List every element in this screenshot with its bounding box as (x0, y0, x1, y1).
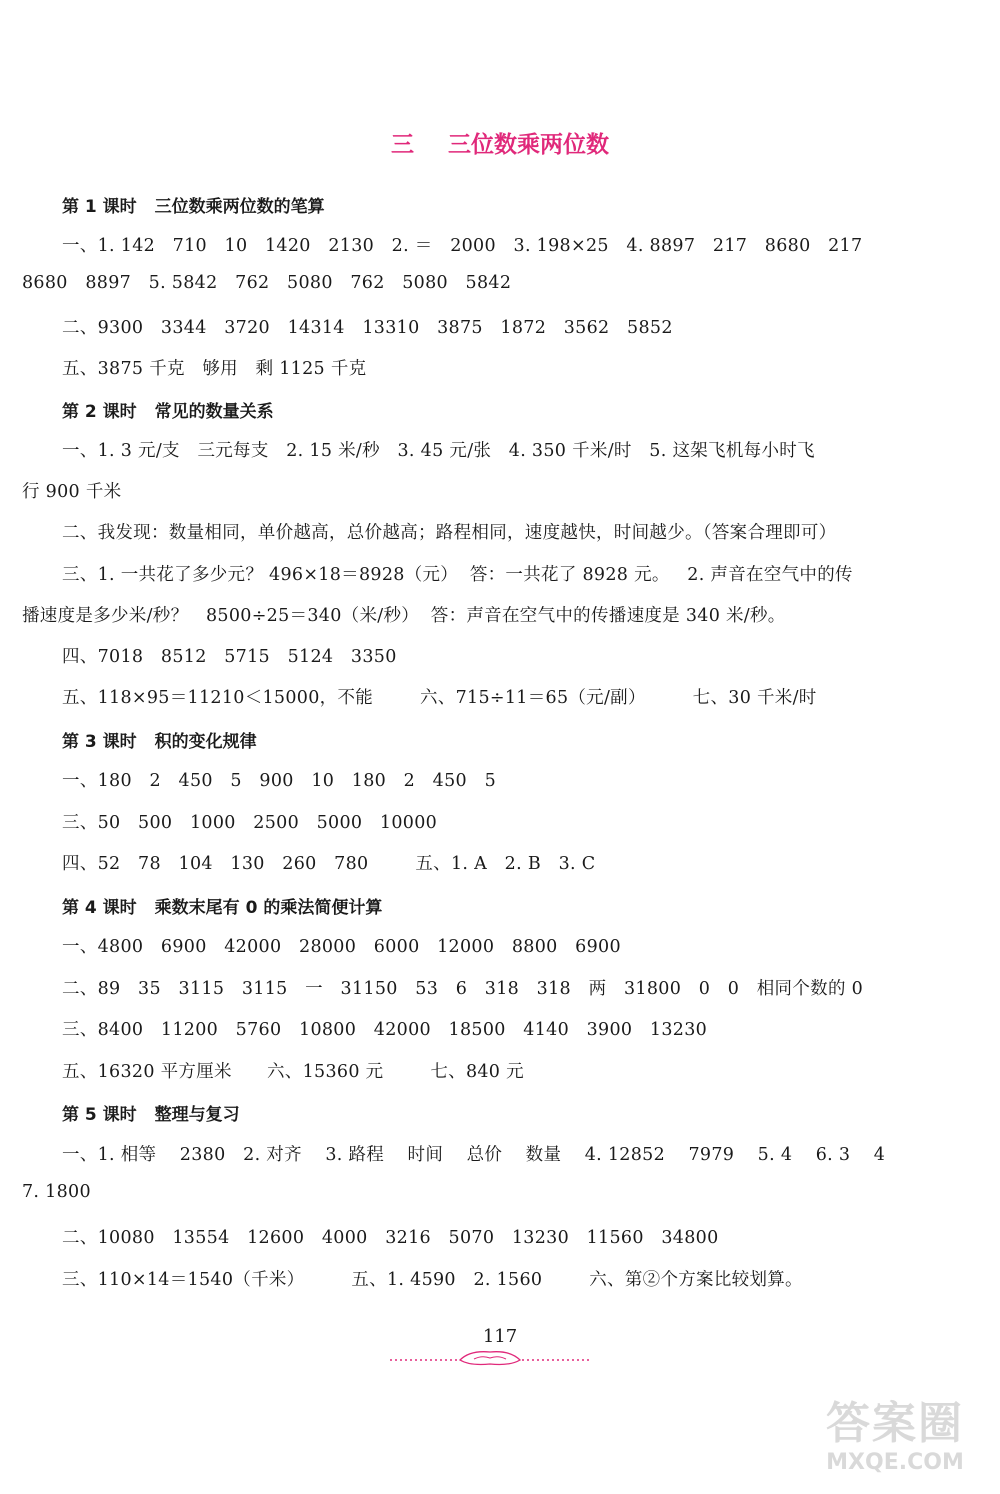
answer-line: 播速度是多少米/秒？ 8500÷25＝340（米/秒） 答：声音在空气中的传播速度是 340 米/秒。 (22, 606, 786, 626)
answer-line: 一、1. 3 元/支 三元每支 2. 15 米/秒 3. 45 元/张 4. 350 千米/时 5. 这架飞机每小时飞 (62, 441, 815, 461)
answer-line: 二、我发现：数量相同，单价越高，总价越高；路程相同，速度越快，时间越少。（答案合理即可） (62, 523, 837, 543)
answer-line: 二、10080 13554 12600 4000 3216 5070 13230 11560 34800 (62, 1228, 719, 1248)
answer-line: 四、52 78 104 130 260 780 五、1. A 2. B 3. C (62, 854, 596, 874)
answer-line: 二、9300 3344 3720 14314 13310 3875 1872 3562 5852 (62, 318, 673, 338)
answer-line: 五、3875 千克 够用 剩 1125 千克 (62, 359, 367, 379)
chapter-name: 三位数乘两位数 (448, 132, 609, 158)
answer-line: 三、8400 11200 5760 10800 42000 18500 4140 3900 13230 (62, 1020, 708, 1040)
answer-line: 一、1. 142 710 10 1420 2130 2. ＝ 2000 3. 198×25 4. 8897 217 8680 217 (62, 236, 863, 256)
lesson-title: 三位数乘两位数的笔算 (154, 197, 325, 217)
answer-line: 一、180 2 450 5 900 10 180 2 450 5 (62, 771, 497, 791)
answer-line: 三、110×14＝1540（千米） 五、1. 4590 2. 1560 六、第②个方案比较划算。 (62, 1270, 803, 1290)
lesson-label: 第 1 课时 (62, 197, 137, 217)
lesson-label: 第 2 课时 (62, 402, 137, 422)
answer-line: 五、118×95＝11210＜15000，不能 六、715÷11＝65（元/副） 七、30 千米/时 (62, 688, 817, 708)
lesson-label: 第 4 课时 (62, 898, 137, 918)
answer-line: 一、4800 6900 42000 28000 6000 12000 8800 6900 (62, 937, 621, 957)
lesson-4-heading (62, 893, 382, 918)
watermark-sub: MXQE.COM (826, 1450, 964, 1475)
lesson-1-heading (62, 192, 325, 217)
lesson-3-heading (62, 727, 257, 752)
page-footer (0, 1326, 1000, 1366)
lesson-2-heading (62, 397, 274, 422)
answer-line: 四、7018 8512 5715 5124 3350 (62, 647, 397, 667)
lesson-title: 积的变化规律 (154, 732, 257, 752)
page-number: 117 (482, 1326, 518, 1347)
lesson-title: 乘数末尾有 0 的乘法简便计算 (154, 898, 383, 918)
answer-line: 7. 1800 (22, 1182, 91, 1202)
answer-line: 二、89 35 3115 3115 一 31150 53 6 318 318 两 31800 0 0 相同个数的 0 (62, 979, 864, 999)
answer-line: 一、1. 相等 2380 2. 对齐 3. 路程 时间 总价 数量 4. 12852 7979 5. 4 6. 3 4 (62, 1145, 886, 1165)
lesson-title: 整理与复习 (154, 1105, 240, 1125)
lesson-label: 第 5 课时 (62, 1105, 137, 1125)
answer-line: 行 900 千米 (22, 482, 122, 502)
chapter-number: 三 (390, 132, 414, 158)
lesson-5-heading (62, 1100, 240, 1125)
answer-line: 三、50 500 1000 2500 5000 10000 (62, 813, 438, 833)
answer-line: 五、16320 平方厘米 六、15360 元 七、840 元 (62, 1062, 524, 1082)
answer-line: 三、1. 一共花了多少元？ 496×18＝8928（元） 答：一共花了 8928 元。 2. 声音在空气中的传 (62, 565, 853, 585)
chapter-title (0, 126, 1000, 159)
watermark-logo (800, 1398, 990, 1486)
answer-line: 8680 8897 5. 5842 762 5080 762 5080 5842 (22, 273, 512, 293)
watermark-main: 答案圈 (826, 1398, 964, 1449)
lesson-title: 常见的数量关系 (154, 402, 274, 422)
lesson-label: 第 3 课时 (62, 732, 137, 752)
